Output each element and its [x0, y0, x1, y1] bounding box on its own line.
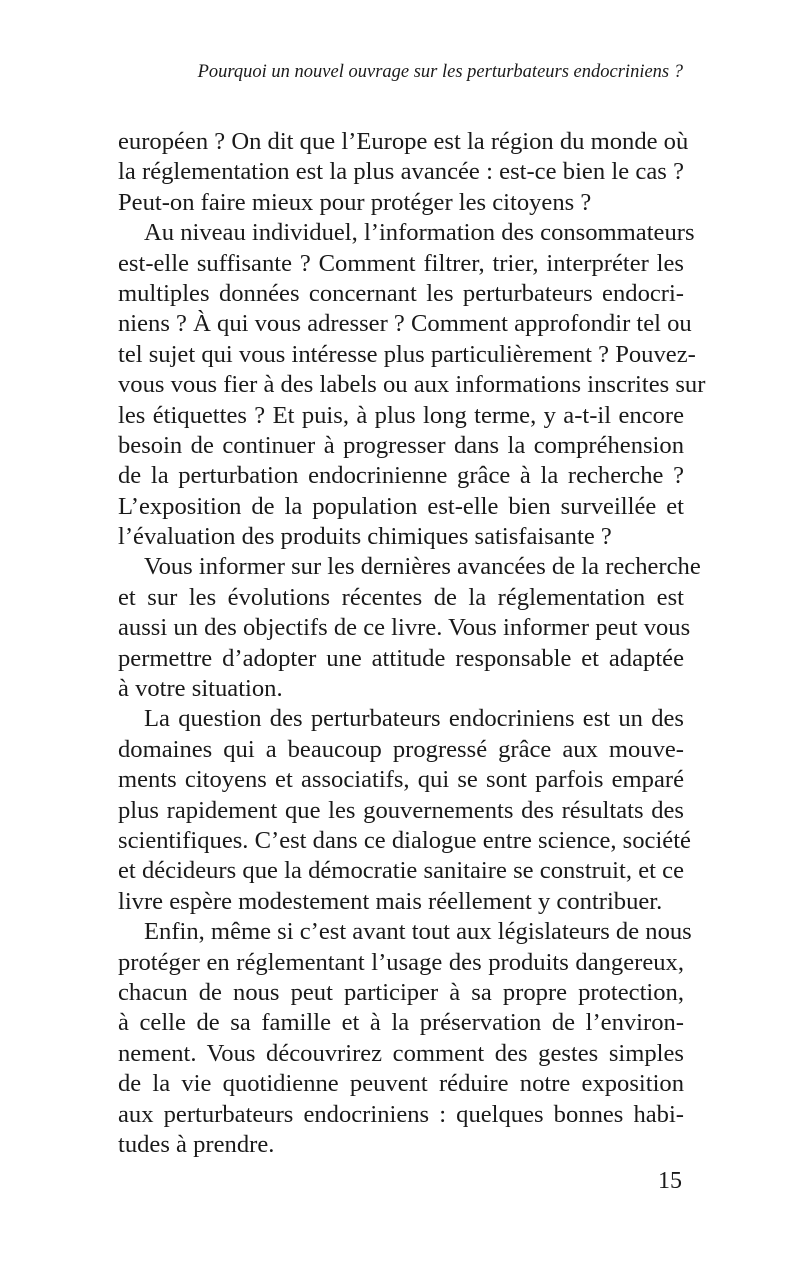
paragraph: [118, 218, 706, 552]
text-line: de la vie quotidienne peuvent réduire notre exposition: [118, 1070, 684, 1098]
text-line: Peut-on faire mieux pour protéger les citoyens ?: [118, 188, 592, 216]
text-line: de la perturbation endocrinienne grâce à la recherche ?: [118, 462, 684, 490]
text-line: livre espère modestement mais réellement y contribuer.: [118, 887, 663, 915]
text-line: tudes à prendre.: [118, 1130, 275, 1158]
text-line: tel sujet qui vous intéresse plus particulièrement ? Pouvez-: [118, 340, 696, 368]
text-line: permettre d’adopter une attitude responsable et adaptée: [118, 644, 684, 672]
text-line: multiples données concernant les perturbateurs endocri-: [118, 279, 684, 307]
text-line: l’évaluation des produits chimiques satisfaisante ?: [118, 523, 612, 551]
running-header: Pourquoi un nouvel ouvrage sur les perturbateurs endocriniens ?: [197, 62, 683, 82]
page-number: 15: [658, 1168, 682, 1194]
text-line: plus rapidement que les gouvernements des résultats des: [118, 796, 684, 824]
paragraph: [118, 917, 692, 1160]
text-line: nement. Vous découvrirez comment des gestes simples: [118, 1039, 684, 1067]
text-line: la réglementation est la plus avancée : est-ce bien le cas ?: [118, 158, 684, 186]
text-line: est-elle suffisante ? Comment filtrer, trier, interpréter les: [118, 249, 684, 277]
text-line: Vous informer sur les dernières avancées de la recherche: [144, 553, 701, 581]
text-line: à celle de sa famille et à la préservation de l’environ-: [118, 1009, 684, 1037]
text-line: protéger en réglementant l’usage des produits dangereux,: [118, 948, 684, 976]
text-line: les étiquettes ? Et puis, à plus long terme, y a-t-il encore: [118, 401, 684, 429]
paragraph: [118, 704, 691, 917]
text-line: La question des perturbateurs endocriniens est un des: [144, 705, 684, 733]
text-line: chacun de nous peut participer à sa propre protection,: [118, 978, 684, 1006]
paragraph: [118, 127, 689, 218]
paragraph: [118, 552, 701, 704]
text-line: aussi un des objectifs de ce livre. Vous informer peut vous: [118, 614, 691, 642]
text-line: scientifiques. C’est dans ce dialogue entre science, société: [118, 826, 691, 854]
text-line: vous vous fier à des labels ou aux informations inscrites sur: [118, 371, 706, 399]
text-line: besoin de continuer à progresser dans la compréhension: [118, 431, 684, 459]
body-text: [118, 127, 706, 1160]
text-line: aux perturbateurs endocriniens : quelques bonnes habi-: [118, 1100, 684, 1128]
text-line: et sur les évolutions récentes de la réglementation est: [118, 583, 684, 611]
text-line: Au niveau individuel, l’information des consommateurs: [144, 219, 695, 247]
text-line: et décideurs que la démocratie sanitaire se construit, et ce: [118, 857, 684, 885]
text-line: Enfin, même si c’est avant tout aux législateurs de nous: [144, 918, 692, 946]
text-line: à votre situation.: [118, 675, 283, 703]
text-line: niens ? À qui vous adresser ? Comment approfondir tel ou: [118, 310, 692, 338]
text-line: L’exposition de la population est-elle bien surveillée et: [118, 492, 684, 520]
text-line: domaines qui a beaucoup progressé grâce aux mouve-: [118, 735, 684, 763]
text-line: européen ? On dit que l’Europe est la région du monde où: [118, 128, 689, 155]
text-line: ments citoyens et associatifs, qui se sont parfois emparé: [118, 766, 684, 794]
